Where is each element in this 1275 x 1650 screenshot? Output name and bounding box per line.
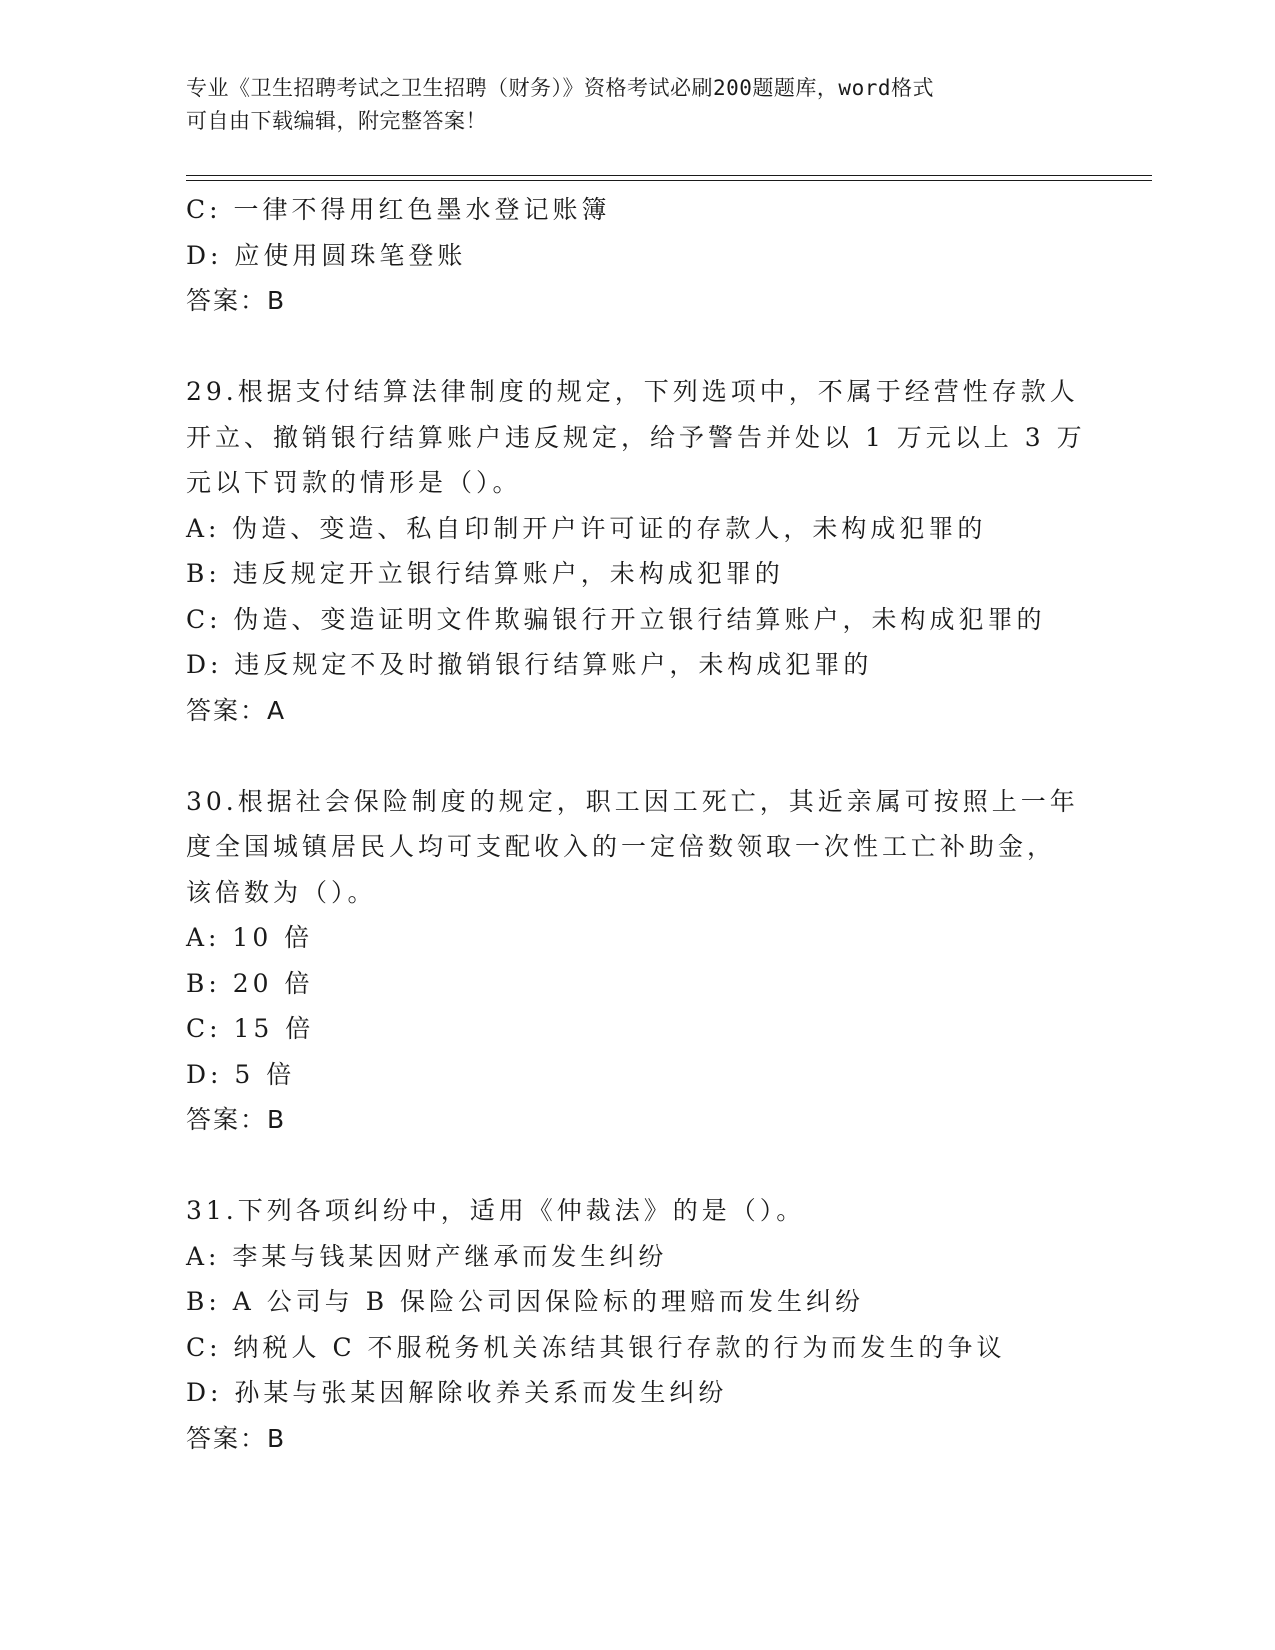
header-line-1: 专业《卫生招聘考试之卫生招聘（财务）》资格考试必刷200题题库，word格式 [186,76,934,100]
option-b: B: A 公司与 B 保险公司因保险标的理赔而发生纠纷 [186,1287,865,1316]
question-stem-line: 30.根据社会保险制度的规定，职工因工死亡，其近亲属可按照上一年 [186,786,1079,816]
document-body [186,187,1086,1461]
spacer [186,324,1086,370]
question-stem-line: 31.下列各项纠纷中，适用《仲裁法》的是（）。 [186,1196,806,1225]
option-c: C: 15 倍 [186,1014,315,1043]
question-block-29 [186,369,1086,733]
question-block-30 [186,779,1086,1143]
header-line-2: 可自由下载编辑，附完整答案！ [186,109,487,133]
answer-line: 答案：B [186,1423,287,1453]
answer-line: 答案：B [186,286,287,315]
answer-line: 答案：B [186,1105,287,1134]
question-block-prev [186,187,1086,324]
option-d: D: 应使用圆珠笔登账 [186,240,467,270]
option-a: A: 伪造、变造、私自印制开户许可证的存款人，未构成犯罪的 [186,513,987,543]
option-c: C: 伪造、变造证明文件欺骗银行开立银行结算账户，未构成犯罪的 [186,604,1046,634]
option-d: D: 5 倍 [186,1059,296,1089]
spacer [186,1143,1086,1189]
question-stem-line: 开立、撤销银行结算账户违反规定，给予警告并处以 1 万元以上 3 万 [186,422,1086,452]
option-c: C: 一律不得用红色墨水登记账簿 [186,195,611,224]
question-stem-line: 该倍数为（）。 [186,877,377,907]
question-block-31 [186,1188,1086,1461]
answer-line: 答案：A [186,695,287,725]
document-header [186,72,1066,138]
option-b: B: 违反规定开立银行结算账户，未构成犯罪的 [186,559,784,588]
question-stem-line: 元以下罚款的情形是（）。 [186,468,522,497]
header-divider-top [186,175,1152,176]
option-a: A: 10 倍 [186,923,314,952]
option-a: A: 李某与钱某因财产继承而发生纠纷 [186,1241,668,1271]
header-divider-bottom [186,180,1152,181]
option-d: D: 违反规定不及时撤销银行结算账户，未构成犯罪的 [186,650,873,679]
option-d: D: 孙某与张某因解除收养关系而发生纠纷 [186,1378,728,1407]
question-stem-line: 度全国城镇居民人均可支配收入的一定倍数领取一次性工亡补助金， [186,832,1057,861]
option-b: B: 20 倍 [186,968,314,998]
question-stem-line: 29.根据支付结算法律制度的规定，下列选项中，不属于经营性存款人 [186,377,1079,406]
option-c: C: 纳税人 C 不服税务机关冻结其银行存款的行为而发生的争议 [186,1332,1006,1362]
spacer [186,733,1086,779]
